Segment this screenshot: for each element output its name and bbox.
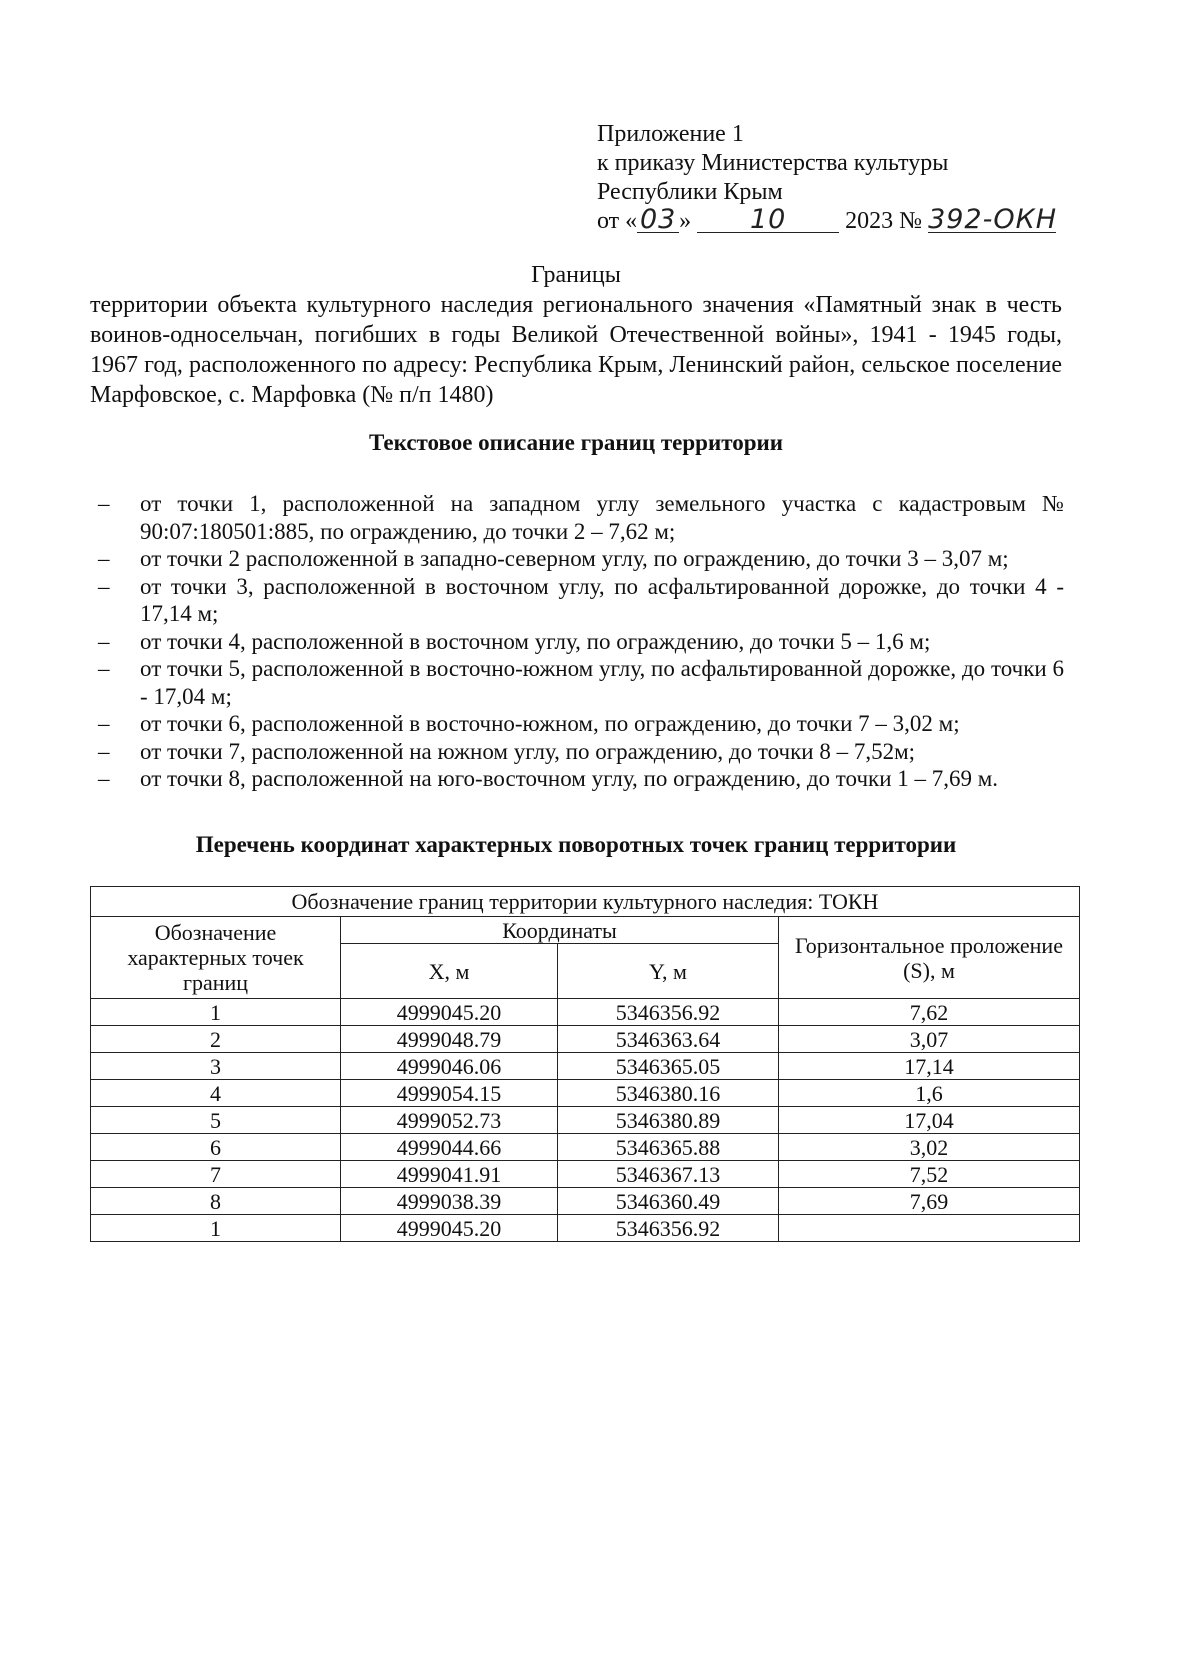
table-row — [91, 1107, 1080, 1134]
table-cell — [779, 1215, 1080, 1242]
date-month: 10 — [697, 208, 839, 233]
list-item — [98, 710, 1064, 738]
date-year: 2023 № — [845, 208, 923, 234]
boundary-description-list — [98, 490, 1064, 793]
list-item-text: от точки 3, расположенной в восточном углу, по асфальтированной дорожке, до точки 4 - 17,14 м; — [140, 573, 1064, 626]
heading-title: Границы — [531, 262, 621, 288]
table-cell: 5346365.88 — [558, 1134, 779, 1161]
list-item — [98, 545, 1064, 573]
list-dash: – — [98, 491, 110, 516]
appendix-block — [597, 120, 1117, 236]
table-row — [91, 1026, 1080, 1053]
header-y: Y, м — [558, 944, 779, 999]
table-cell: 4999054.15 — [341, 1080, 558, 1107]
table-cell: 1,6 — [779, 1080, 1080, 1107]
list-dash: – — [98, 546, 110, 571]
list-item-text: от точки 7, расположенной на южном углу, по ограждению, до точки 8 – 7,52м; — [140, 738, 916, 764]
table-cell: 4999048.79 — [341, 1026, 558, 1053]
table-row — [91, 1161, 1080, 1188]
table-cell: 5346380.89 — [558, 1107, 779, 1134]
table-cell: 3,02 — [779, 1134, 1080, 1161]
list-item — [98, 738, 1064, 766]
table-cell: 5346356.92 — [558, 1215, 779, 1242]
table-cell: 17,14 — [779, 1053, 1080, 1080]
header-distance: Горизонтальное проложение (S), м — [779, 917, 1080, 999]
table-cell: 5346356.92 — [558, 999, 779, 1026]
table-cell: 4999041.91 — [341, 1161, 558, 1188]
table-header-row — [91, 917, 1080, 944]
list-dash: – — [98, 573, 110, 599]
table-cell: 4999052.73 — [341, 1107, 558, 1134]
table-row — [91, 1080, 1080, 1107]
heading-text: территории объекта культурного наследия регионального значения «Памятный знак в честь воинов-односельчан, погибших в годы Великой Отечественной войны», 1941 - 1945 годы, 1967 год, расположенного по адресу: Республика Крым, Ленинский район, сельское поселение Марфовское, с. Марфовка (№ п/п 1480) — [90, 292, 1062, 408]
table-row — [91, 1053, 1080, 1080]
table-caption: Обозначение границ территории культурного наследия: ТОКН — [91, 887, 1080, 917]
table-cell: 5346365.05 — [558, 1053, 779, 1080]
table-cell: 4999038.39 — [341, 1188, 558, 1215]
list-item-text: от точки 1, расположенной на западном углу земельного участка с кадастровым № 90:07:180501:885, по ограждению, до точки 2 – 7,62 м; — [140, 491, 1064, 544]
table-cell: 5346360.49 — [558, 1188, 779, 1215]
table-row — [91, 1215, 1080, 1242]
coordinates-table — [90, 886, 1080, 1242]
list-item — [98, 765, 1064, 793]
coordinates-title: Перечень координат характерных поворотных точек границ территории — [195, 832, 957, 857]
list-dash: – — [98, 656, 110, 681]
table-cell: 7,62 — [779, 999, 1080, 1026]
table-cell: 3 — [91, 1053, 341, 1080]
list-item-text: от точки 8, расположенной на юго-восточном углу, по ограждению, до точки 1 – 7,69 м. — [140, 766, 999, 791]
table-cell: 2 — [91, 1026, 341, 1053]
table-cell: 4 — [91, 1080, 341, 1107]
table-cell: 3,07 — [779, 1026, 1080, 1053]
table-row — [91, 999, 1080, 1026]
table-cell: 4999044.66 — [341, 1134, 558, 1161]
table-cell: 6 — [91, 1134, 341, 1161]
list-dash: – — [98, 628, 110, 654]
list-item-text: от точки 6, расположенной в восточно-южном, по ограждению, до точки 7 – 3,02 м; — [140, 711, 960, 736]
table-cell: 4999045.20 — [341, 999, 558, 1026]
table-cell: 5346380.16 — [558, 1080, 779, 1107]
appendix-label: Приложение 1 — [597, 121, 744, 147]
header-x: X, м — [341, 944, 558, 999]
list-item — [98, 655, 1064, 710]
list-item — [98, 628, 1064, 656]
list-item-text: от точки 5, расположенной в восточно-южном углу, по асфальтированной дорожке, до точки 6 - 17,04 м; — [140, 656, 1064, 709]
appendix-order-ref: к приказу Министерства культуры — [597, 150, 949, 176]
date-day: 03 — [637, 208, 679, 233]
document-heading — [90, 260, 1062, 410]
list-item-text: от точки 2 расположенной в западно-северном углу, по ограждению, до точки 3 – 3,07 м; — [140, 546, 1009, 571]
description-title: Текстовое описание границ территории — [368, 430, 784, 455]
table-caption-row — [91, 887, 1080, 917]
header-points: Обозначение характерных точек границ — [91, 917, 341, 999]
table-row — [91, 1188, 1080, 1215]
list-item — [98, 490, 1064, 545]
table-cell: 4999046.06 — [341, 1053, 558, 1080]
appendix-republic: Республики Крым — [597, 179, 783, 205]
date-mid: » — [679, 208, 692, 234]
table-cell: 17,04 — [779, 1107, 1080, 1134]
table-cell: 5346367.13 — [558, 1161, 779, 1188]
list-dash: – — [98, 711, 110, 736]
table-cell: 5346363.64 — [558, 1026, 779, 1053]
table-row — [91, 1134, 1080, 1161]
appendix-date-line — [597, 204, 1117, 236]
list-dash: – — [98, 766, 110, 791]
order-number: 392-ОКН — [928, 204, 1058, 235]
table-cell: 4999045.20 — [341, 1215, 558, 1242]
list-dash: – — [98, 738, 110, 764]
date-prefix: от « — [597, 208, 638, 234]
table-cell: 7 — [91, 1161, 341, 1188]
table-cell: 7,69 — [779, 1188, 1080, 1215]
table-cell: 7,52 — [779, 1161, 1080, 1188]
table-cell: 1 — [91, 999, 341, 1026]
table-cell: 5 — [91, 1107, 341, 1134]
list-item-text: от точки 4, расположенной в восточном углу, по ограждению, до точки 5 – 1,6 м; — [140, 628, 931, 654]
table-cell: 8 — [91, 1188, 341, 1215]
table-cell: 1 — [91, 1215, 341, 1242]
header-coords: Координаты — [341, 917, 779, 944]
list-item — [98, 573, 1064, 628]
